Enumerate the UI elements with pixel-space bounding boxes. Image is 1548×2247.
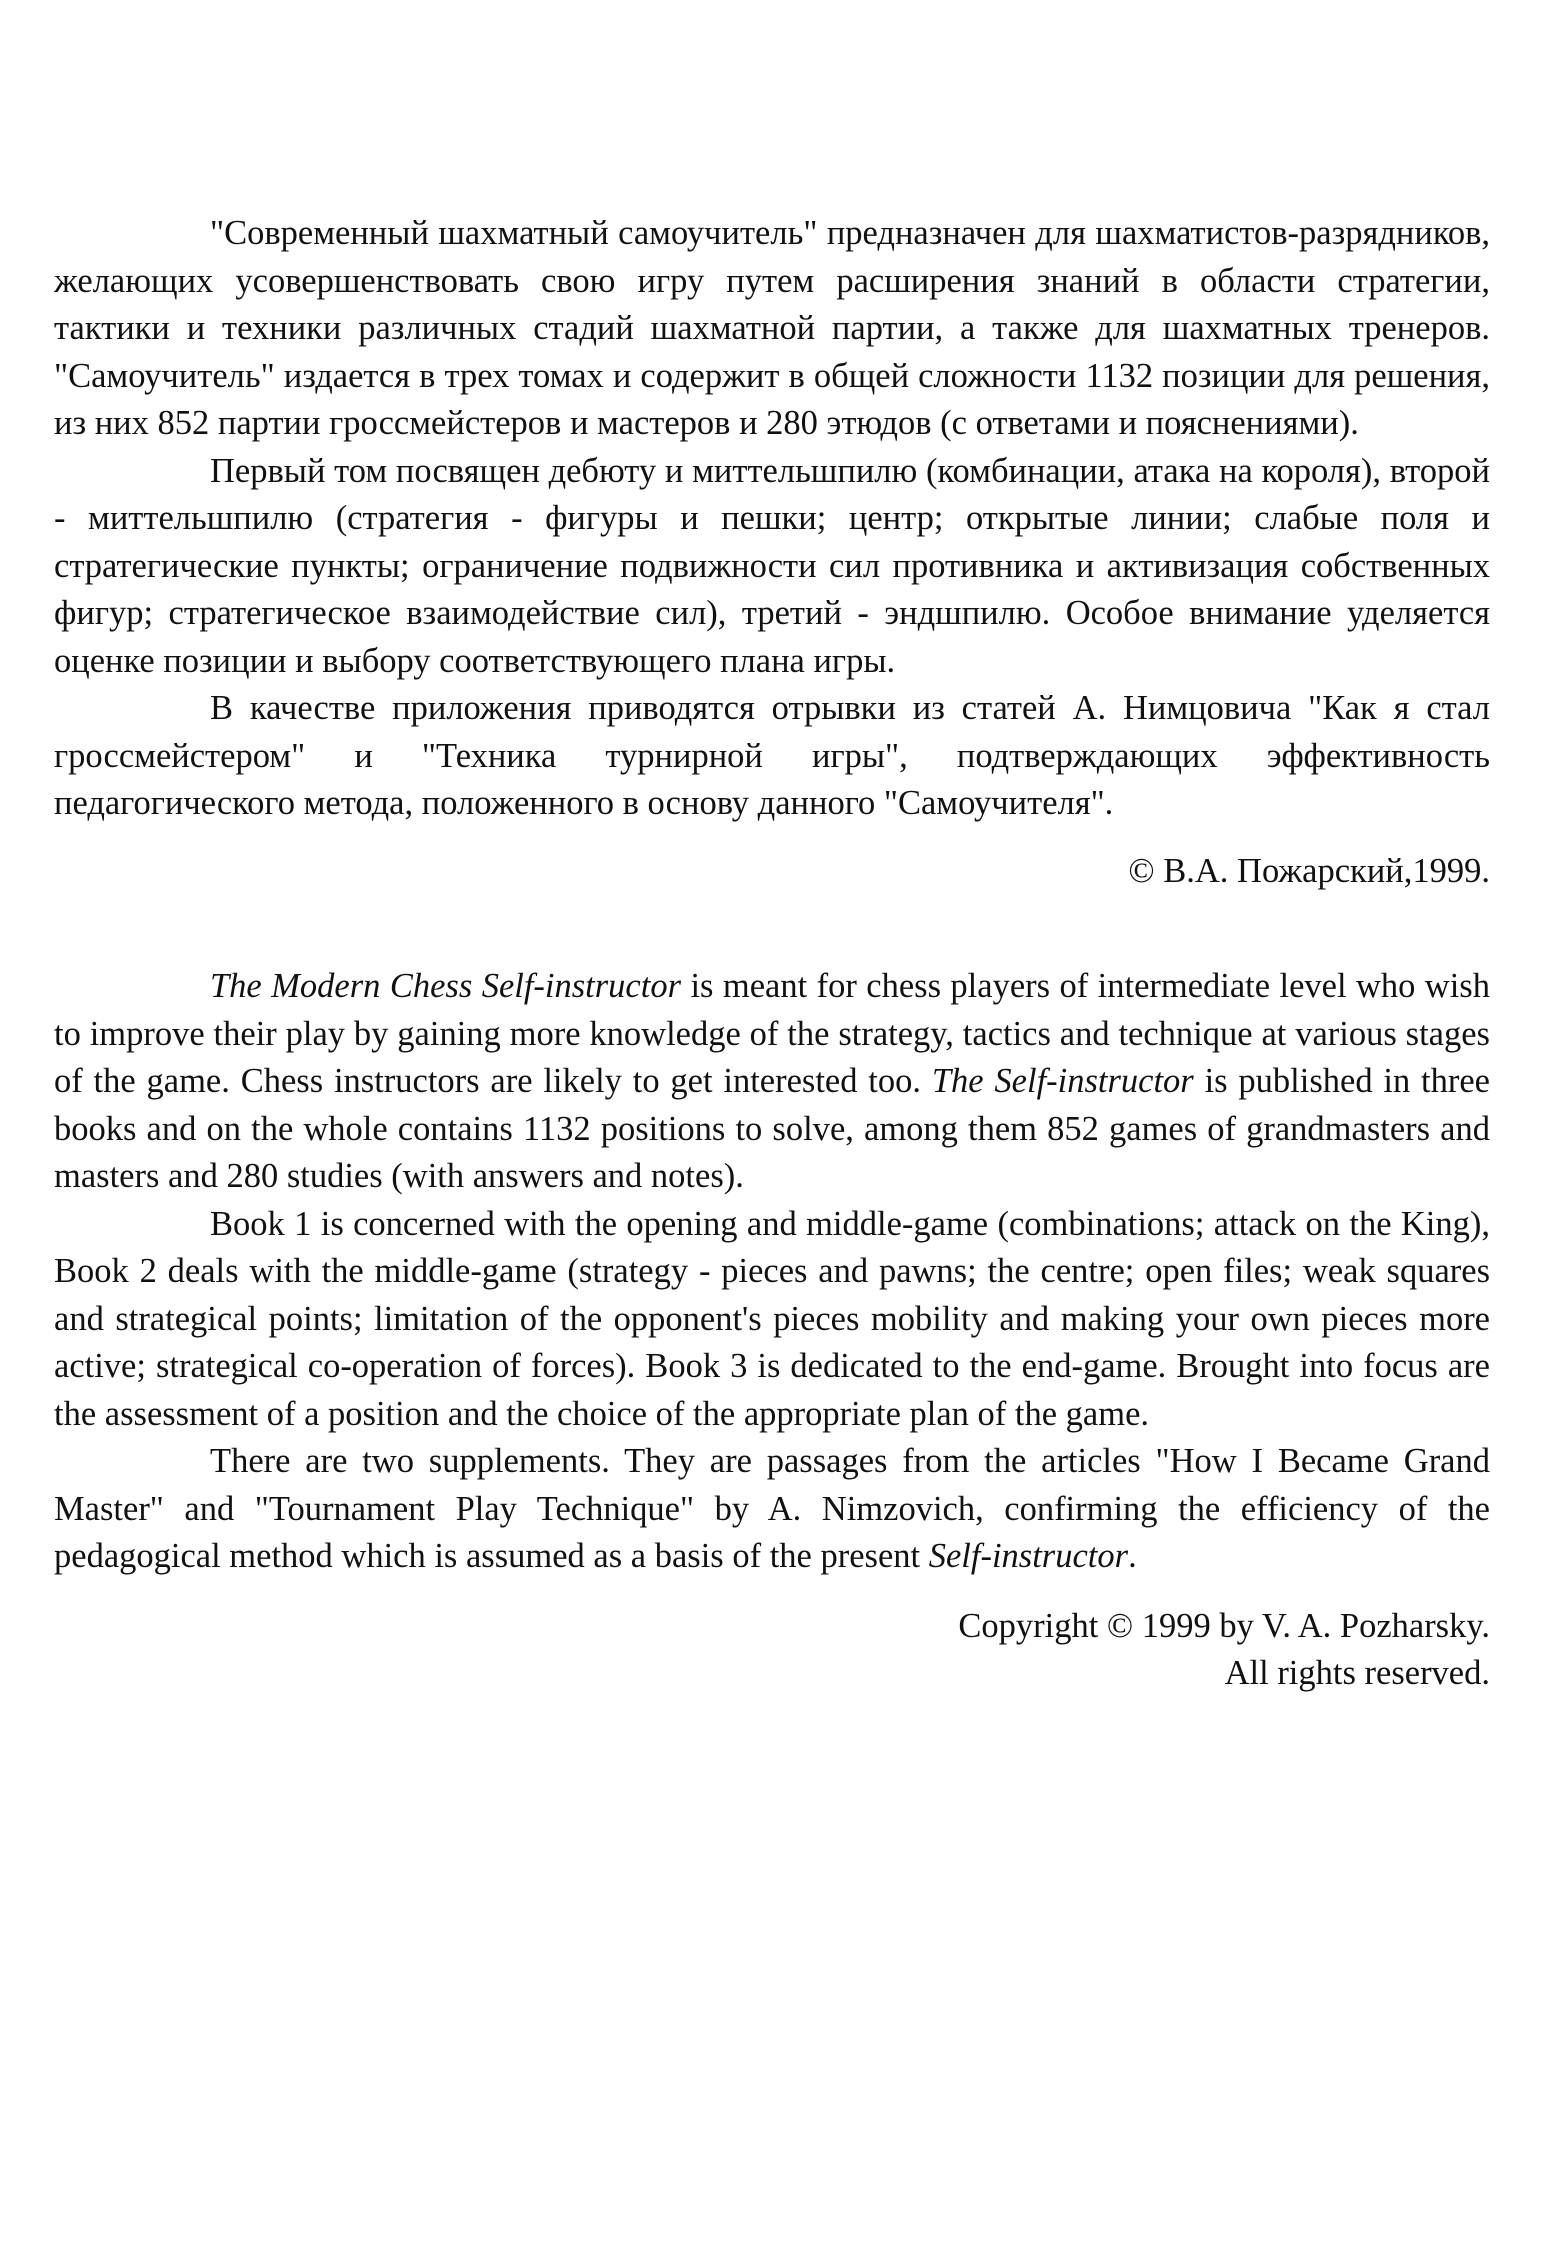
en-copyright: Copyright © 1999 by V. A. Pozharsky. [958, 1606, 1490, 1645]
en-paragraph-2: Book 1 is concerned with the opening and middle-game (combinations; attack on the King), Book 2 deals with the middle-game (strategy - pieces and pawns; the centre; open files; weak squares and strategical points; limitation of the opponent's pieces mobility and making your own pieces more active; strategical co-operation of forces). Book 3 is dedicated to the end-game. Brought into focus are the assessment of a position and the choice of the appropriate plan of the game. [54, 1204, 1490, 1433]
ru-paragraph-1: "Современный шахматный самоучитель" предназначен для шахматистов-разрядников, желающих усовершенствовать свою игру путем расширения знаний в области стратегии, тактики и техники различных стадий шахматной партии, а также для шахматных тренеров. "Самоучитель" издается в трех томах и содержит в общей сложности 1132 позиции для решения, из них 852 партии гроссмейстеров и мастеров и 280 этюдов (с ответами и пояснениями). [54, 214, 1490, 442]
book-title-short: The Self-instructor [931, 1062, 1194, 1100]
en-paragraph-1-text-a: is meant for chess players of intermediate level who wish to improve their play by gaining more knowledge of the strategy, tactics and technique at various stages of the game. Chess instructors are likely to get interested too. [54, 967, 1490, 1100]
ru-paragraph-2: Первый том посвящен дебюту и миттельшпилю (комбинации, атака на короля), второй - миттельшпилю (стратегия - фигуры и пешки; центр; открытые линии; слабые поля и стратегические пункты; ограничение подвижности сил противника и активизация собственных фигур; стратегическое взаимодействие сил), третий - эндшпилю. Особое внимание уделяется оценке позиции и выбору соответствующего плана игры. [54, 451, 1490, 680]
page-content [54, 210, 1490, 1698]
english-annotation [54, 963, 1490, 1698]
en-paragraph-1 [54, 963, 1490, 1201]
russian-annotation [54, 210, 1490, 895]
en-rights-reserved: All rights reserved. [1224, 1654, 1490, 1692]
book-title-end: Self-instructor [928, 1537, 1129, 1575]
en-paragraph-3 [54, 1438, 1490, 1581]
en-paragraph-3-text: There are two supplements. They are passages from the articles "How I Became Grand Master" and "Tournament Play Technique" by A. Nimzovich, confirming the efficiency of the pedagogical method which is assumed as a basis of the present [54, 1442, 1490, 1575]
en-paragraph-1-text-b: is published in three books and on the whole contains 1132 positions to solve, among them 852 games of grandmasters and masters and 280 studies (with answers and notes). [54, 1062, 1490, 1195]
ru-paragraph-3: В качестве приложения приводятся отрывки из статей А. Нимцовича "Как я стал гроссмейстером" и "Техника турнирной игры", подтверждающих эффективность педагогического метода, положенного в основу данного "Самоучителя". [54, 689, 1490, 822]
en-paragraph-3-end: . [1128, 1537, 1137, 1575]
book-title: The Modern Chess Self-instructor [210, 967, 682, 1005]
ru-copyright: © В.А. Пожарский,1999. [1128, 851, 1490, 890]
